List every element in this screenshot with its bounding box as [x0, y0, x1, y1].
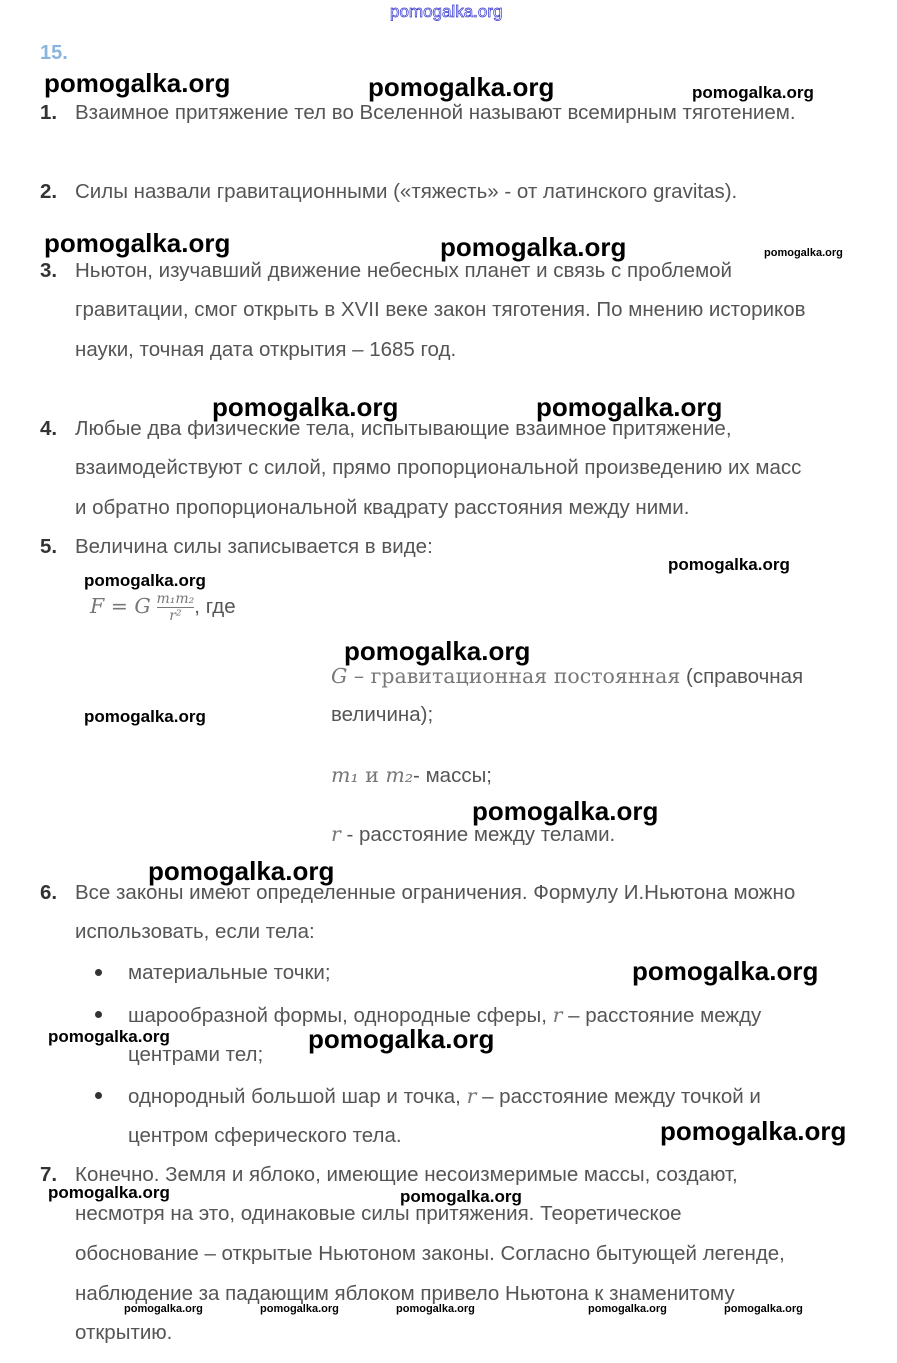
formula-suffix: , где: [194, 595, 236, 618]
watermark: pomogalka.org: [84, 707, 206, 726]
watermark: pomogalka.org: [396, 1303, 475, 1315]
formula-numerator: m₁m₂: [156, 591, 195, 608]
item-text: Величина силы записывается в виде:: [75, 535, 433, 558]
watermark: pomogalka.org: [536, 392, 723, 422]
watermark: pomogalka.org: [368, 72, 555, 102]
bullet-text: центром сферического тела.: [128, 1124, 402, 1147]
r-text: - расстояние между телами.: [340, 823, 616, 846]
formula-lhs: F = G: [90, 594, 151, 618]
m-and: и: [358, 763, 386, 787]
watermark: pomogalka.org: [632, 956, 819, 986]
item-number: 7.: [40, 1163, 58, 1186]
g-symbol: G: [331, 664, 348, 688]
watermark: pomogalka.org: [84, 571, 206, 590]
formula: [90, 588, 236, 625]
item-text: Все законы имеют определенные ограничения. Формулу И.Ньютона можно: [75, 881, 796, 904]
bullet-text-part: – расстояние между: [562, 1004, 762, 1027]
watermark: pomogalka.org: [44, 68, 231, 98]
bullet-icon: [95, 1011, 102, 1018]
g-text: – гравитационная постоянная: [347, 664, 681, 688]
watermark: pomogalka.org: [400, 1187, 522, 1206]
item-text: и обратно пропорциональной квадрату расстояния между ними.: [75, 496, 690, 519]
bullet-text-part: – расстояние между точкой и: [476, 1085, 761, 1108]
watermark: pomogalka.org: [124, 1303, 203, 1315]
watermark: pomogalka.org: [692, 83, 814, 102]
task-number: 15.: [40, 42, 68, 64]
bullet-icon: [95, 1092, 102, 1099]
watermark: pomogalka.org: [212, 392, 399, 422]
item-text: гравитации, смог открыть в XVII веке закон тяготения. По мнению историков: [75, 298, 806, 321]
bullet-icon: [95, 969, 102, 976]
item-text: Любые два физические тела, испытывающие взаимное притяжение,: [75, 417, 732, 440]
bullet-text: материальные точки;: [128, 961, 331, 984]
r-symbol: r: [331, 822, 341, 846]
bullet-text: [128, 1083, 761, 1110]
item-text: Силы назвали гравитационными («тяжесть» - от латинского gravitas).: [75, 180, 738, 203]
item-number: 5.: [40, 535, 58, 558]
bullet-text: центрами тел;: [128, 1043, 264, 1066]
item-text: использовать, если тела:: [75, 920, 315, 943]
bullet-text-part: однородный большой шар и точка,: [128, 1085, 467, 1108]
legend-m: [331, 762, 492, 789]
watermark: pomogalka.org: [588, 1303, 667, 1315]
bullet-text-part: шарообразной формы, однородные сферы,: [128, 1004, 553, 1027]
watermark: pomogalka.org: [764, 247, 843, 259]
formula-fraction: [157, 591, 195, 624]
item-text: Ньютон, изучавший движение небесных планет и связь с проблемой: [75, 259, 733, 282]
formula-denominator: r²: [169, 608, 182, 625]
item-number: 3.: [40, 259, 58, 282]
watermark: pomogalka.org: [668, 555, 790, 574]
m-text: - массы;: [413, 764, 492, 787]
watermark: pomogalka.org: [440, 232, 627, 262]
r-symbol: r: [552, 1003, 563, 1027]
item-number: 2.: [40, 180, 58, 203]
item-text: науки, точная дата открытия – 1685 год.: [75, 338, 457, 361]
m2-symbol: m₂: [385, 763, 414, 787]
watermark: pomogalka.org: [660, 1116, 847, 1146]
r-symbol: r: [466, 1084, 477, 1108]
item-text: несмотря на это, одинаковые силы притяжения. Теоретическое: [75, 1202, 682, 1225]
item-text: Конечно. Земля и яблоко, имеющие несоизмеримые массы, создают,: [75, 1163, 738, 1186]
site-watermark-header[interactable]: pomogalka.org: [390, 2, 503, 21]
watermark: pomogalka.org: [724, 1303, 803, 1315]
watermark: pomogalka.org: [260, 1303, 339, 1315]
legend-g: [331, 663, 803, 690]
watermark: pomogalka.org: [148, 856, 335, 886]
m1-symbol: m₁: [331, 763, 359, 787]
watermark: pomogalka.org: [48, 1183, 170, 1202]
g-text-2: (справочная: [680, 665, 804, 688]
watermark: pomogalka.org: [308, 1024, 495, 1054]
watermark: pomogalka.org: [472, 796, 659, 826]
watermark: pomogalka.org: [344, 636, 531, 666]
item-text: Взаимное притяжение тел во Вселенной называют всемирным тяготением.: [75, 101, 796, 124]
watermark: pomogalka.org: [48, 1027, 170, 1046]
item-text: взаимодействуют с силой, прямо пропорциональной произведению их масс: [75, 456, 802, 479]
watermark: pomogalka.org: [44, 228, 231, 258]
item-text: открытию.: [75, 1321, 173, 1344]
legend-g-cont: величина);: [331, 703, 434, 726]
item-number: 1.: [40, 101, 58, 124]
item-number: 4.: [40, 417, 58, 440]
item-number: 6.: [40, 881, 58, 904]
item-text: обоснование – открытые Ньютоном законы. Согласно бытующей легенде,: [75, 1242, 785, 1265]
item-text: наблюдение за падающим яблоком привело Ньютона к знаменитому: [75, 1282, 735, 1305]
